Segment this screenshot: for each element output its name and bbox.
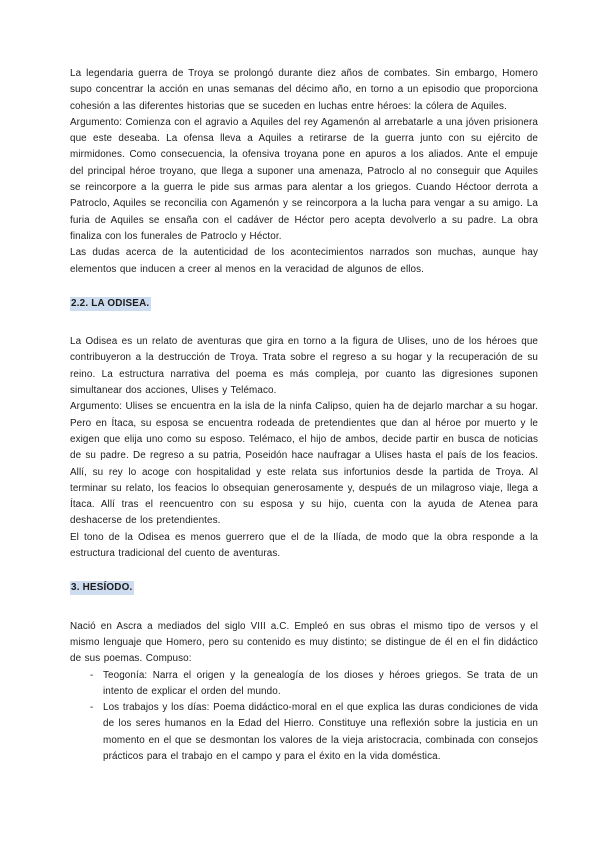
paragraph-odisea-intro: La Odisea es un relato de aventuras que gira en torno a la figura de Ulises, uno de los héroes que contribuyeron a la destrucción de Troya. Trata sobre el regreso a su hogar y la recuperación de su reino. La estructura narrativa del poema es más compleja, por cuanto las digresiones suponen simultanear dos acciones, Ulises y Telémaco. xyxy=(70,336,538,397)
paragraph-hesiodo-intro: Nació en Ascra a mediados del siglo VIII a.C. Empleó en sus obras el mismo tipo de versos y el mismo lenguaje que Homero, pero su contenido es muy distinto; se distingue de él en el fin didáctico de sus poemas. Compuso: xyxy=(70,620,538,665)
bullet-trabajos-dias-text: Los trabajos y los días: Poema didáctico-moral en el que explica las duras condiciones de vida de los seres humanos en la Edad del Hierro. Constituye una reflexión sobre la justicia en un momento en el que se desmontan los valores de la vieja aristocracia, combinada con consejos prácticos para el trabajo en el campo y para el éxito en la vida doméstica. xyxy=(103,702,538,762)
heading-la-odisea xyxy=(70,296,538,312)
bullet-teogonia-text: Teogonía: Narra el origen y la genealogía de los dioses y héroes griegos. Se trata de un intento de explicar el orden del mundo. xyxy=(103,669,538,697)
heading-la-odisea-text: 2.2. LA ODISEA. xyxy=(71,297,150,309)
heading-hesiodo xyxy=(70,580,538,596)
heading-hesiodo-text: 3. HESÍODO. xyxy=(71,582,133,594)
bullet-trabajos-dias xyxy=(70,700,538,765)
paragraph-odisea-tone: El tono de la Odisea es menos guerrero que el de la Ilíada, de modo que la obra responde a la estructura tradicional del cuento de aventuras. xyxy=(70,531,538,560)
paragraph-iliad-intro: La legendaria guerra de Troya se prolongó durante diez años de combates. Sin embargo, Homero supo concentrar la acción en unas semanas del décimo año, en torno a un episodio que proporciona cohesión a las diferentes historias que se suceden en luchas entre héroes: la cólera de Aquiles. xyxy=(70,68,538,112)
bullet-dash-marker: - xyxy=(90,669,94,681)
paragraph-iliad-doubts: Las dudas acerca de la autenticidad de los acontecimientos narrados son muchas, aunque hay elementos que inducen a creer al menos en la veracidad de algunos de ellos. xyxy=(70,247,538,275)
paragraph-iliad-argument: Argumento: Comienza con el agravio a Aquiles del rey Agamenón al arrebatarle a una jóven prisionera que este deseaba. La ofensa lleva a Aquiles a retirarse de la guerra junto con su ejército de mirmidones. Como consecuencia, la ofensiva troyana pone en apuros a los aliados. Ante el empuje del principal héroe troyano, que llega a suponer una amenaza, Patroclo al no conseguir que Aquiles se reincorpore a la guerra le pide sus armas para alentar a los griegos. Cuando Héctoor derrota a Patroclo, Aquiles se reconcilia con Agamenón y se reincorpora a la lucha para vengar a su amigo. La furia de Aquiles se ensaña con el cadáver de Héctor pero acepta devolverlo a su padre. La obra finaliza con los funerales de Patroclo y Héctor. xyxy=(70,116,538,242)
bullet-dash-marker: - xyxy=(90,702,94,714)
paragraph-odisea-argument: Argumento: Ulises se encuentra en la isla de la ninfa Calipso, quien ha de dejarlo marchar a su hogar. Pero en Ítaca, su esposa se encuentra rodeada de pretendientes que dan al héroe por muerto y le exigen que elija uno como su esposo. Telémaco, el hijo de ambos, decide partir en busca de noticias de su padre. De regreso a su patria, Poseidón hace naufragar a Ulises hasta el país de los feacios. Allí, su rey lo acoge con hospitalidad y este relata sus infortunios desde la partida de Troya. Al terminar su relato, los feacios lo obsequian generosamente y, después de un milagroso viaje, llega a Ítaca. Allí tras el reencuentro con su esposa y su hijo, cuenta con la ayuda de Atenea para deshacerse de los pretendientes. xyxy=(70,401,538,527)
bullet-teogonia xyxy=(70,668,538,701)
